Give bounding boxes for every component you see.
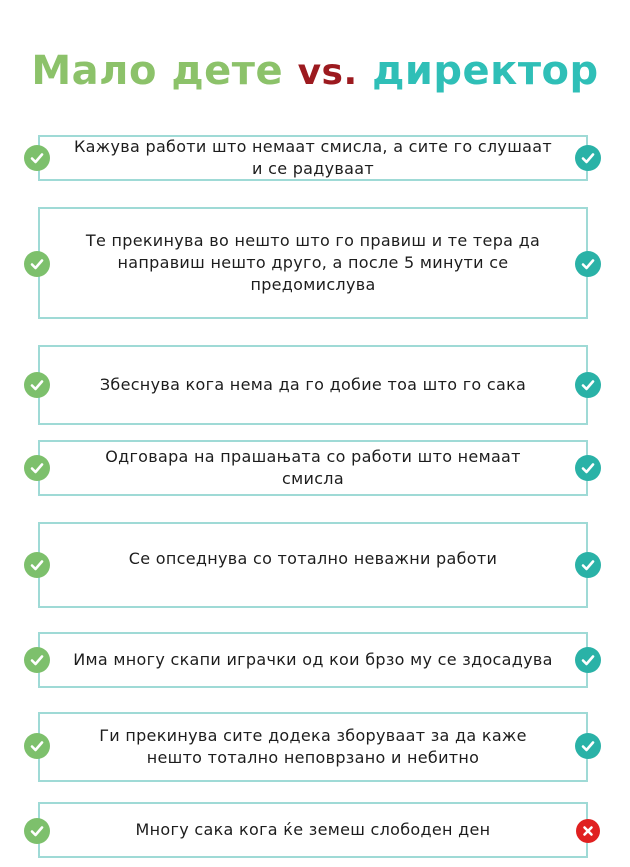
comparison-text: Има многу скапи играчки од кои брзо му се здосадува (73, 650, 553, 669)
check-icon (575, 251, 601, 277)
cross-icon (576, 819, 600, 843)
check-icon (24, 145, 50, 171)
check-icon (575, 372, 601, 398)
check-icon (575, 733, 601, 759)
check-icon (24, 251, 50, 277)
comparison-text: Збеснува кога нема да го добие тоа што го сака (99, 375, 527, 394)
comparison-text: Ги прекинува сите додека зборуваат за да каже нешто тотално неповрзано и небитно (99, 726, 527, 767)
title-vs: vs. (297, 52, 358, 93)
title-director: директор (372, 48, 599, 94)
check-icon (575, 455, 601, 481)
comparison-text: Кажува работи што немаат смисла, а сите го слушаат и се радуваат (74, 137, 552, 178)
check-icon (24, 647, 50, 673)
title-child: Мало дете (31, 48, 284, 94)
check-icon (24, 455, 50, 481)
check-icon (24, 733, 50, 759)
comparison-text: Се опседнува со тотално неважни работи (128, 549, 498, 568)
comparison-text-box (38, 522, 588, 608)
check-icon (24, 818, 50, 844)
comparison-text: Одговара на прашањата со работи што немаат смисла (105, 447, 521, 488)
comparison-text: Те прекинува во нешто што го правиш и те тера да направиш нешто друго, а после 5 минути се предомислува (85, 231, 541, 294)
comparison-text-box (38, 135, 588, 181)
comparison-text-box (38, 345, 588, 425)
comparison-text-box (38, 440, 588, 496)
check-icon (24, 372, 50, 398)
comparison-text-box (38, 632, 588, 688)
page-title (0, 48, 630, 98)
check-icon (575, 552, 601, 578)
comparison-text-box (38, 207, 588, 319)
comparison-text-box (38, 712, 588, 782)
check-icon (575, 647, 601, 673)
comparison-text: Многу сака кога ќе земеш слободен ден (135, 820, 491, 839)
comparison-text-box (38, 802, 588, 858)
check-icon (575, 145, 601, 171)
check-icon (24, 552, 50, 578)
